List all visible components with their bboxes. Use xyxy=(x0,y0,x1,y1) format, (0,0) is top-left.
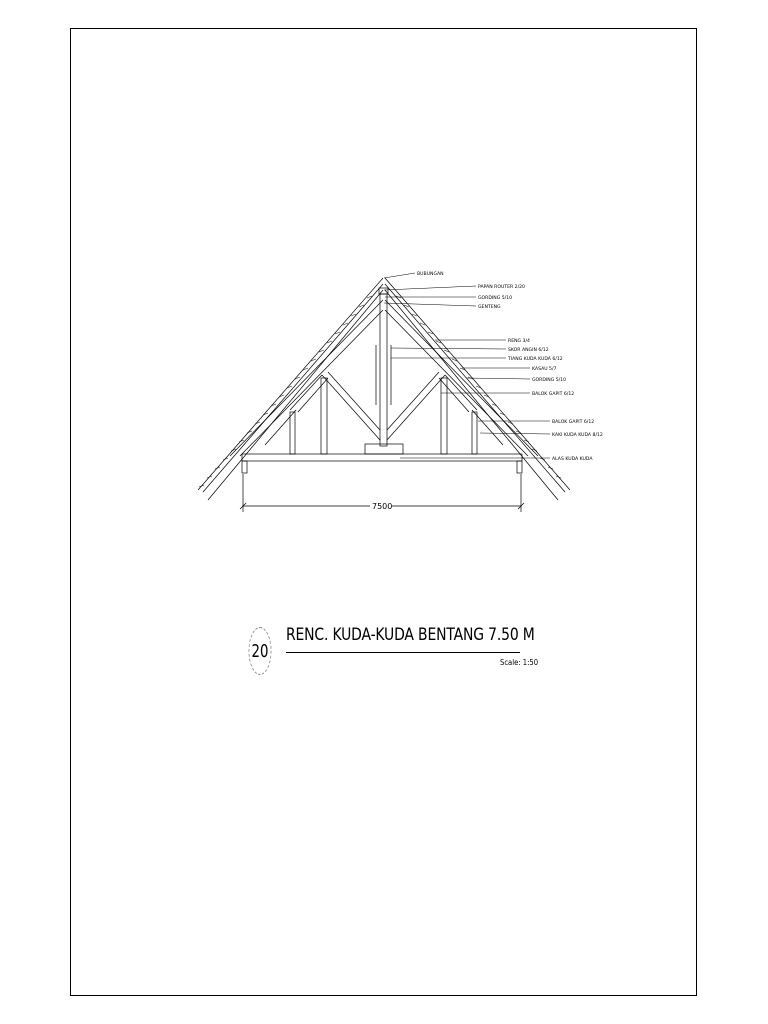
detail-number: 20 xyxy=(249,627,272,675)
label-balok-gapit-top: BALOK GAPIT 6/12 xyxy=(532,392,575,397)
label-reng: RENG 3/4 xyxy=(508,339,530,344)
label-tiang-kuda: TIANG KUDA KUDA 6/12 xyxy=(508,357,563,362)
label-gording-top: GORDING 5/10 xyxy=(478,296,513,301)
title-underline xyxy=(286,652,520,653)
label-balok-gapit-low: BALOK GAPIT 6/12 xyxy=(552,420,595,425)
label-alas-kuda: ALAS KUDA KUDA xyxy=(552,457,593,462)
roof-left-slope xyxy=(198,278,383,500)
tie-beam xyxy=(242,444,522,473)
label-kasau: KASAU 5/7 xyxy=(532,367,557,372)
label-kaki-kuda: KAKI KUDA KUDA 8/12 xyxy=(552,433,603,438)
label-gording-mid: GORDING 5/10 xyxy=(532,378,567,383)
title-block xyxy=(246,625,546,685)
roof-right-slope xyxy=(385,278,570,500)
struts xyxy=(265,372,503,445)
king-post xyxy=(376,288,391,446)
rafter-left xyxy=(230,300,383,456)
label-genteng: GENTENG xyxy=(478,305,501,310)
label-skor-angin: SKOR ANGIN 6/12 xyxy=(508,348,549,353)
label-papan-router: PAPAN ROUTER 2/20 xyxy=(478,285,525,290)
label-bubungan: BUBUNGAN xyxy=(417,272,444,277)
drawing-title: RENC. KUDA-KUDA BENTANG 7.50 M xyxy=(286,625,535,645)
dimension-span-label: 7500 xyxy=(372,502,393,511)
rafter-right xyxy=(385,300,538,456)
leader-lines xyxy=(384,273,550,458)
drawing-scale: Scale: 1:50 xyxy=(500,658,539,667)
